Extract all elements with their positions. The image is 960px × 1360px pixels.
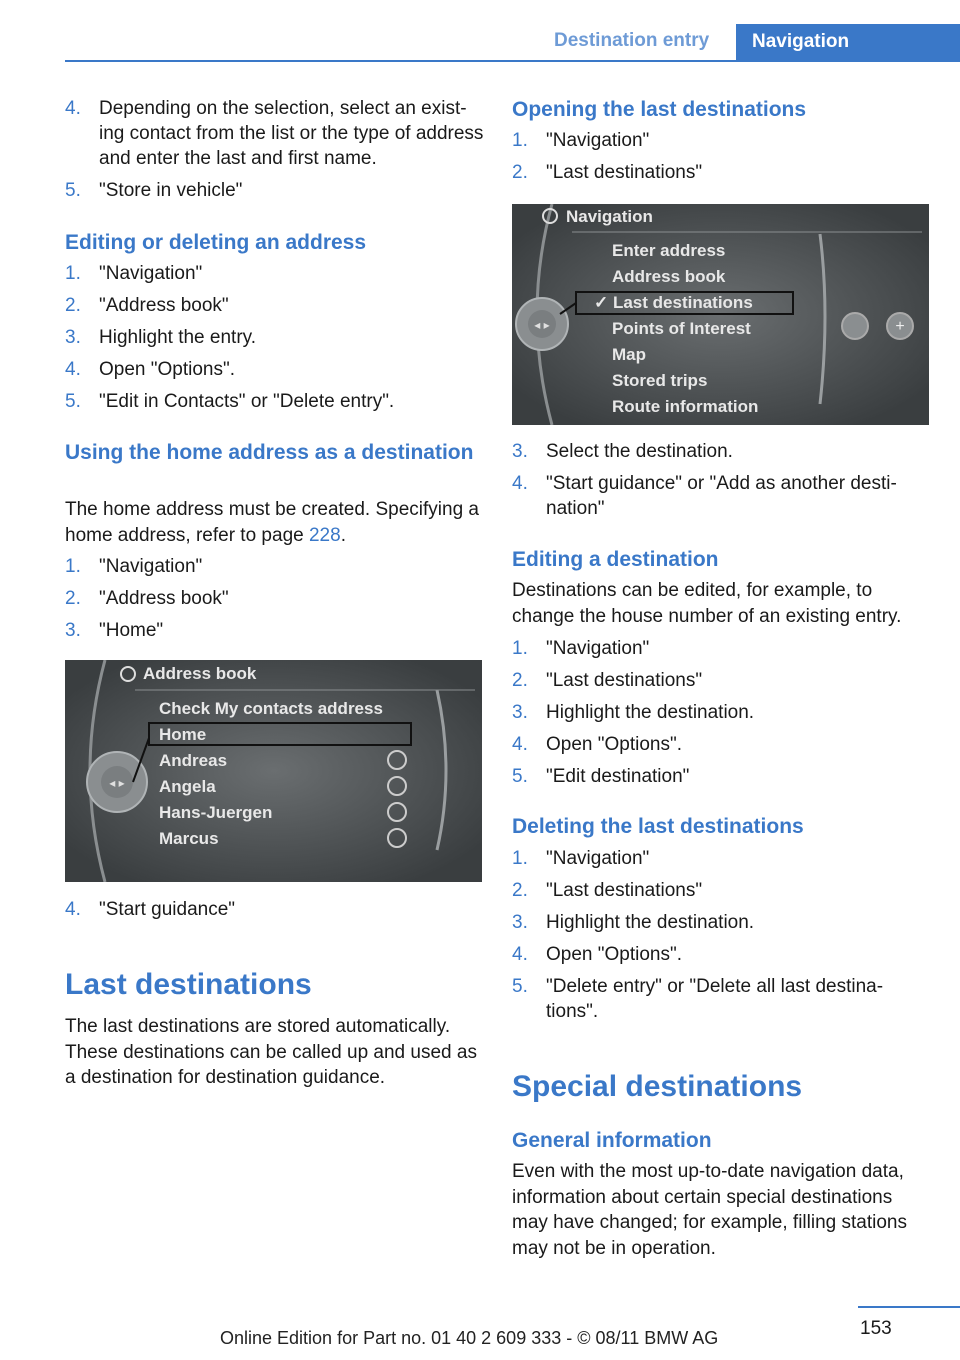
menu-item-andreas[interactable]: Andreas xyxy=(159,751,228,770)
paragraph-home-address: The home address must be created. Specifying a home address, refer to page 228. xyxy=(65,499,480,546)
menu-item-marcus[interactable]: Marcus xyxy=(159,829,219,848)
header-rule xyxy=(65,60,960,62)
heading-opening-last: Opening the last destinations xyxy=(512,98,807,121)
heading-last-destinations: Last destinations xyxy=(65,968,312,1001)
menu-item-hans-juergen[interactable]: Hans-Juergen xyxy=(159,803,273,822)
heading-special-destinations: Special destinations xyxy=(512,1070,803,1103)
heading-edit-address: Editing or deleting an address xyxy=(65,231,367,254)
paragraph-last-destinations: The last destinations are stored automatically. These destinations can be called up and used as a destination for destination guidance. xyxy=(65,1016,477,1088)
address-book-title: Address book xyxy=(143,664,257,683)
page-number: 153 xyxy=(860,1318,892,1339)
menu-item-enter-address[interactable]: Enter address xyxy=(612,241,726,260)
heading-home-address: Using the home address as a destination xyxy=(65,441,474,464)
svg-text:◂ ▸: ◂ ▸ xyxy=(534,318,550,332)
page-reference-link[interactable]: 228 xyxy=(308,524,341,546)
navigation-title: Navigation xyxy=(566,207,653,226)
address-book-screenshot xyxy=(65,660,482,882)
footer-rule xyxy=(858,1306,960,1308)
header-chapter-label: Navigation xyxy=(752,31,850,52)
footer-edition: Online Edition for Part no. 01 40 2 609 333 - © 08/11 BMW AG xyxy=(220,1328,719,1348)
menu-item-route-information[interactable]: Route information xyxy=(612,397,759,416)
screen-bezel-art xyxy=(65,660,482,882)
menu-item-angela[interactable]: Angela xyxy=(159,777,216,796)
checkmark-icon: ✓ xyxy=(594,293,613,312)
menu-item-check-contacts[interactable]: Check My contacts address xyxy=(159,699,383,718)
menu-item-home[interactable]: Home xyxy=(159,725,207,744)
heading-deleting-last: Deleting the last destinations xyxy=(512,815,804,838)
header-chapter-tab xyxy=(736,24,960,62)
menu-item-stored-trips[interactable]: Stored trips xyxy=(612,371,708,390)
paragraph-general-information: Even with the most up-to-date navigation data, information about certain special destinations may have changed; for example, filling stations may not be in operation. xyxy=(512,1161,907,1259)
navigation-menu-screenshot xyxy=(512,204,929,425)
menu-item-map[interactable]: Map xyxy=(612,345,646,364)
heading-editing-destination: Editing a destination xyxy=(512,548,719,571)
svg-text:◂ ▸: ◂ ▸ xyxy=(109,776,125,790)
svg-text:+: + xyxy=(895,318,905,335)
header-section-title: Destination entry xyxy=(554,30,710,51)
menu-item-last-destinations[interactable]: ✓ Last destinations xyxy=(594,293,753,312)
heading-general-information: General information xyxy=(512,1129,712,1152)
menu-item-points-of-interest[interactable]: Points of Interest xyxy=(612,319,751,338)
menu-item-address-book[interactable]: Address book xyxy=(612,267,726,286)
paragraph-editing-destination: Destinations can be edited, for example, to change the house number of an existing entry. xyxy=(512,580,902,627)
screen-bezel-art xyxy=(512,204,929,425)
